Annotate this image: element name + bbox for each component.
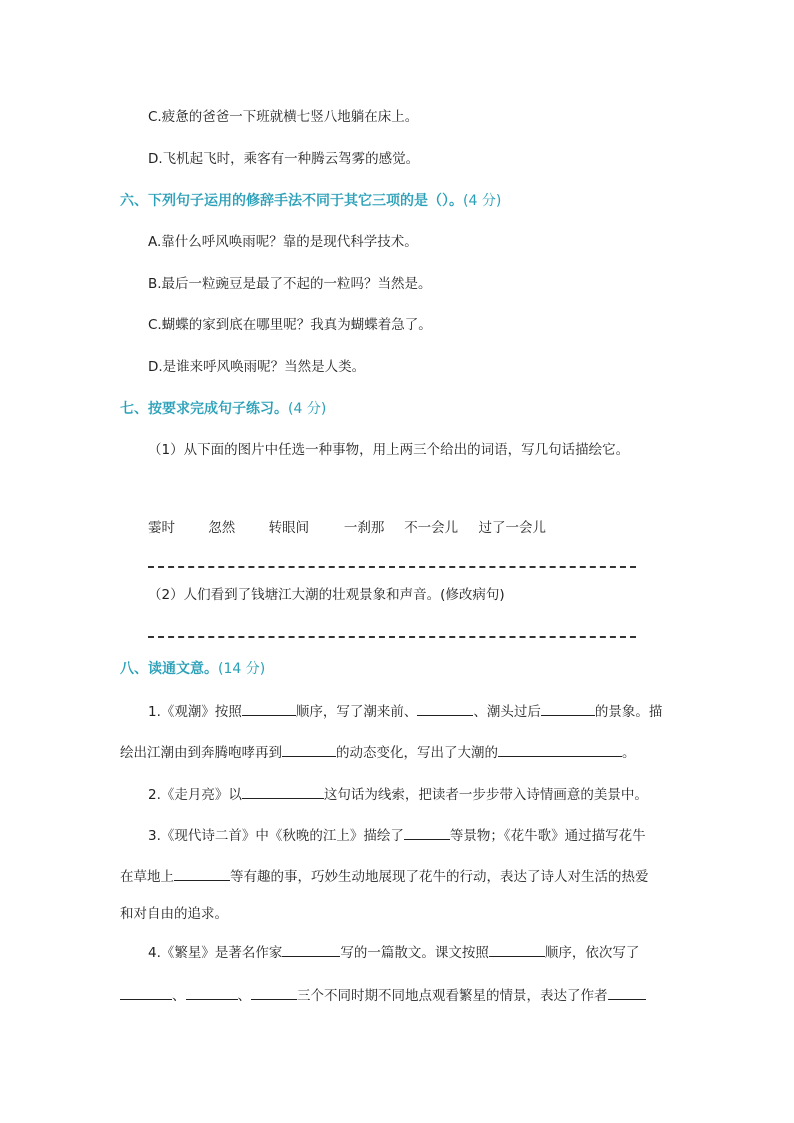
q8-p1-text: 、潮头过后 (473, 704, 541, 720)
q8-p3-text: 3.《现代诗二首》中《秋晚的江上》描绘了 (148, 828, 404, 844)
q8-p2-text: 这句话为线索，把读者一步步带入诗情画意的美景中。 (323, 787, 648, 803)
q8-p4-text: 三个不同时期不同地点观看繁星的情景，表达了作者 (297, 988, 608, 1004)
q8-p4-line1 (148, 942, 639, 963)
q8-p3-line2 (120, 866, 649, 887)
q7-answer-line-1[interactable] (148, 566, 636, 568)
q8-p1-line2 (120, 742, 636, 763)
q7-word: 转眼间 (268, 520, 310, 536)
q8-p3-text: 在草地上 (120, 869, 174, 885)
q7-word: 不一会儿 (404, 520, 459, 536)
q8-p3-line1 (148, 825, 646, 846)
q8-heading (120, 659, 265, 679)
q8-p4-line2 (120, 985, 646, 1006)
fill-blank[interactable] (282, 742, 336, 757)
q7-item-1: （1）从下面的图片中任选一种事物，用上两三个给出的词语，写几句话描绘它。 (148, 442, 630, 458)
q7-heading-text: 七、按要求完成句子练习。 (120, 401, 288, 417)
q6-option-d: D.是谁来呼风唤雨呢？当然是人类。 (148, 359, 366, 375)
q7-item-2: （2）人们看到了钱塘江大潮的壮观景象和声音。(修改病句) (148, 587, 505, 603)
fill-blank[interactable] (489, 942, 545, 957)
fill-blank[interactable] (251, 985, 297, 1000)
q6-option-a: A.靠什么呼风唤雨呢？靠的是现代科学技术。 (148, 234, 418, 250)
q8-p3-text: 等有趣的事，巧妙生动地展现了花牛的行动，表达了诗人对生活的热爱 (230, 869, 649, 885)
q8-p1-text: 。 (622, 745, 636, 761)
q8-p3-text: 等景物；《花牛歌》通过描写花牛 (449, 828, 646, 844)
q8-p4-text: 4.《繁星》是著名作家 (148, 945, 283, 961)
q8-p2 (148, 784, 648, 805)
fill-blank[interactable] (608, 985, 646, 1000)
fill-blank[interactable] (404, 825, 450, 840)
q7-word: 过了一会儿 (478, 520, 546, 536)
fill-blank[interactable] (242, 701, 296, 716)
q8-score: (14 分) (218, 661, 266, 677)
q8-p1-text: 的景象。描 (594, 704, 663, 720)
q8-p4-text: 、 (172, 988, 186, 1004)
fill-blank[interactable] (417, 701, 473, 716)
q6-heading-text: 六、下列句子运用的修辞手法不同于其它三项的是（）。 (120, 193, 463, 209)
q8-p2-text: 2.《走月亮》以 (148, 787, 242, 803)
q6-option-b: B.最后一粒豌豆是最了不起的一粒吗？当然是。 (148, 276, 432, 292)
q8-p1-text: 顺序，写了潮来前、 (295, 704, 418, 720)
fill-blank[interactable] (174, 866, 230, 881)
q8-p4-text: 顺序，依次写了 (544, 945, 640, 961)
q8-p1-line1 (148, 701, 662, 722)
q7-heading (120, 399, 326, 419)
q8-p4-text: 写的一篇散文。课文按照 (340, 945, 489, 961)
q8-p1-text: 绘出江潮由到奔腾咆哮再到 (120, 745, 282, 761)
fill-blank[interactable] (242, 784, 324, 799)
fill-blank[interactable] (120, 985, 172, 1000)
q8-heading-text: 八、读通文意。 (120, 661, 218, 677)
q5-option-c: C.疲惫的爸爸一下班就横七竖八地躺在床上。 (148, 109, 419, 125)
q8-p1-text: 的动态变化，写出了大潮的 (336, 745, 498, 761)
q8-p1-text: 1.《观潮》按照 (148, 704, 242, 720)
fill-blank[interactable] (282, 942, 340, 957)
q8-p3-line3: 和对自由的追求。 (120, 906, 228, 922)
q6-option-c: C.蝴蝶的家到底在哪里呢？我真为蝴蝶着急了。 (148, 317, 432, 333)
q7-word-list (148, 518, 546, 538)
q5-option-d: D.飞机起飞时，乘客有一种腾云驾雾的感觉。 (148, 151, 420, 167)
q7-word: 忽然 (208, 520, 236, 536)
q7-word: 霎时 (148, 520, 175, 536)
q8-p4-text: 、 (237, 988, 251, 1004)
fill-blank[interactable] (498, 742, 622, 757)
fill-blank[interactable] (541, 701, 595, 716)
fill-blank[interactable] (186, 985, 238, 1000)
q7-word: 一刹那 (343, 520, 385, 536)
q7-score: (4 分) (288, 401, 327, 417)
q7-answer-line-2[interactable] (148, 636, 636, 638)
q6-score: (4 分) (463, 193, 502, 209)
q6-heading (120, 191, 501, 211)
